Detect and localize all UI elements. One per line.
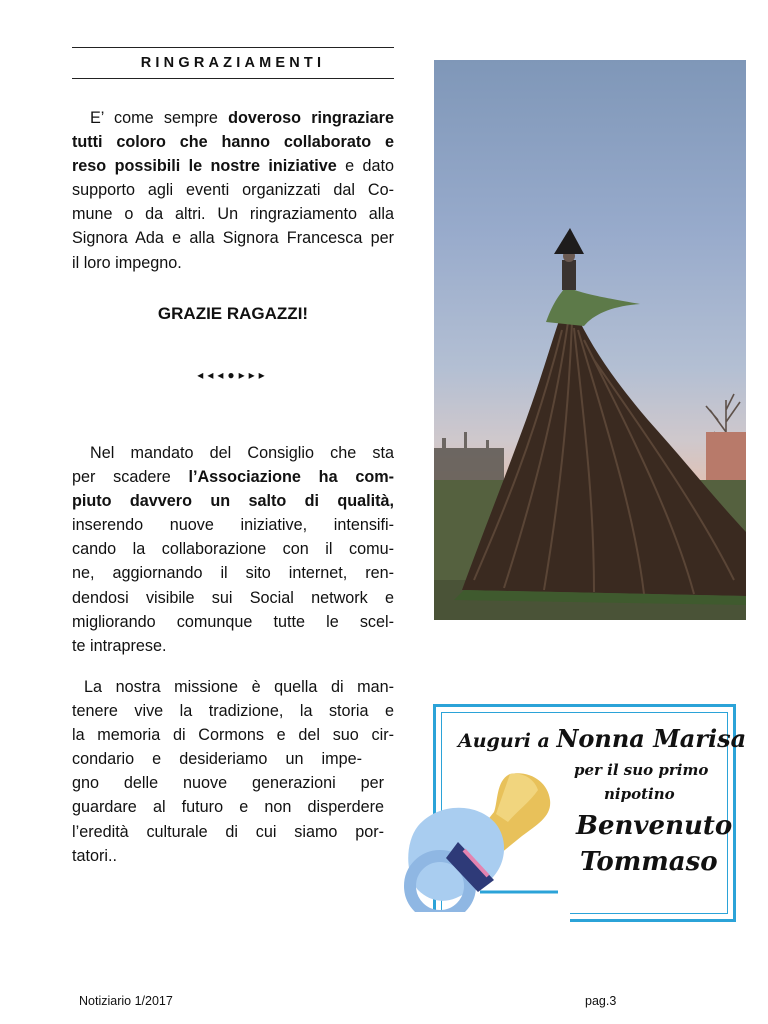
text-line: il loro impegno. — [72, 253, 182, 272]
text-line: dendosi visibile sui Social network e — [72, 588, 394, 607]
section-heading-box — [72, 47, 394, 79]
footer-page-number: pag.3 — [585, 994, 617, 1008]
welcome-line: Benvenuto — [576, 811, 733, 841]
mission-paragraph — [72, 675, 394, 868]
text-line: guardare al futuro e non disperdere — [72, 798, 384, 817]
text-line: reso possibili le nostre iniziative e dato — [72, 157, 394, 176]
bonfire-photo — [434, 60, 746, 620]
text-line: E’ come sempre doveroso ringraziare — [90, 109, 394, 127]
house — [706, 432, 746, 482]
text-line: tutti coloro che hanno collaborato e — [72, 133, 394, 152]
text-line: migliorando comunque tutte le scel- — [72, 612, 394, 631]
text-line: tenere vive la tradizione, la storia e — [72, 702, 394, 721]
baby-name: Tommaso — [580, 847, 718, 877]
association-paragraph — [72, 441, 394, 658]
witch-effigy — [554, 228, 584, 290]
greeting-line: Auguri a Nonna Marisa — [458, 724, 747, 753]
text-line: condario e desideriamo un impe- — [72, 750, 362, 769]
text-line: Nel mandato del Consiglio che sta — [90, 444, 394, 462]
text-line: supporto agli eventi organizzati dal Co- — [72, 181, 394, 200]
footer-issue: Notiziario 1/2017 — [79, 994, 173, 1008]
text-line: la memoria di Cormons e del suo cir- — [72, 726, 394, 745]
text-line: Signora Ada e alla Signora Francesca per — [72, 229, 394, 248]
greeting-line: per il suo primo — [574, 761, 709, 779]
distant-trees — [434, 432, 504, 482]
greeting-line: nipotino — [604, 785, 675, 803]
text-line: ne, aggiornando il sito internet, ren- — [72, 564, 394, 583]
grazie-title: GRAZIE RAGAZZI! — [157, 304, 309, 323]
text-line: gno delle nuove generazioni per — [72, 774, 384, 793]
text-line: cando la collaborazione con il comu- — [72, 540, 394, 559]
text-line: piuto davvero un salto di qualità, — [72, 492, 394, 511]
text-line: per scadere l’Associazione ha com- — [72, 468, 394, 487]
bonfire-pile — [462, 310, 746, 596]
text-line: te intraprese. — [72, 636, 167, 655]
section-heading: RINGRAZIAMENTI — [140, 55, 326, 71]
thanks-paragraph — [72, 106, 394, 275]
ornament-divider: ◂◂◂●▸▸▸ — [197, 368, 269, 382]
text-line: l’eredità culturale di cui siamo por- — [72, 822, 384, 841]
green-branches — [546, 286, 640, 326]
bonfire-illustration — [434, 60, 746, 620]
text-line: La nostra missione è quella di man- — [84, 678, 394, 696]
text-line: tatori.. — [72, 846, 117, 865]
text-line: inserendo nuove iniziative, intensifi- — [72, 516, 394, 535]
text-line: mune o da altri. Un ringraziamento alla — [72, 205, 394, 224]
pacifier-icon — [398, 772, 570, 922]
